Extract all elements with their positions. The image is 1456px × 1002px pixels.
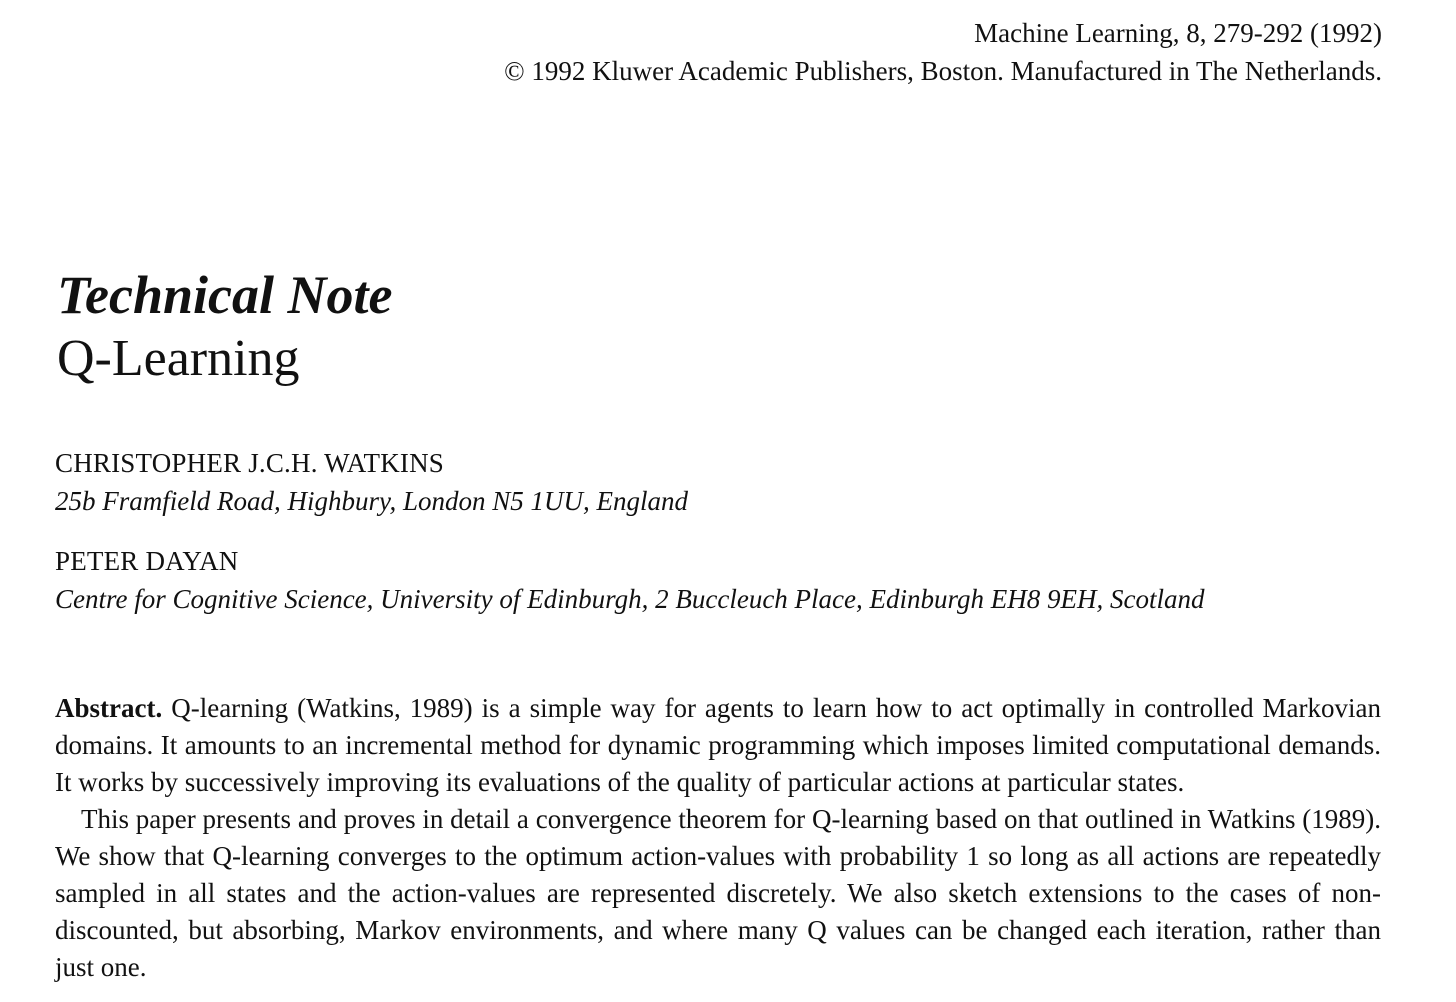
journal-header	[504, 14, 1382, 90]
abstract-label: Abstract.	[55, 693, 163, 723]
article-title: Q-Learning	[57, 330, 300, 387]
author-list	[55, 444, 1205, 618]
author-affiliation: 25b Framfield Road, Highbury, London N5 1UU, England	[55, 486, 688, 516]
journal-citation: Machine Learning, 8, 279-292 (1992)	[974, 18, 1382, 48]
abstract-paragraph-1	[55, 690, 1381, 801]
abstract-text-1: Q-learning (Watkins, 1989) is a simple way for agents to learn how to act optimally in controlled Markovian domains. It amounts to an incremental method for dynamic programming which imposes limited computational demands. It works by successively improving its evaluations of the quality of particular actions at particular states.	[55, 693, 1382, 797]
copyright-notice: © 1992 Kluwer Academic Publishers, Boston. Manufactured in The Netherlands.	[504, 56, 1382, 86]
author-name: CHRISTOPHER J.C.H. WATKINS	[55, 448, 445, 478]
author-affiliation: Centre for Cognitive Science, University of Edinburgh, 2 Buccleuch Place, Edinburgh EH8 9EH, Scotland	[55, 584, 1205, 614]
author-name: PETER DAYAN	[55, 546, 239, 576]
abstract-paragraph-2: This paper presents and proves in detail a convergence theorem for Q-learning based on that outlined in Watkins (1989). We show that Q-learning converges to the optimum action-values with probability 1 so long as all actions are repeatedly sampled in all states and the action-values are represented discretely. We also sketch extensions to the cases of non-discounted, but absorbing, Markov environments, and where many Q values can be changed each iteration, rather than just one.	[55, 804, 1381, 982]
article-kicker: Technical Note	[57, 265, 393, 325]
title-block	[57, 262, 392, 390]
abstract	[55, 690, 1381, 986]
author-entry	[55, 444, 1205, 520]
author-entry	[55, 542, 1205, 618]
